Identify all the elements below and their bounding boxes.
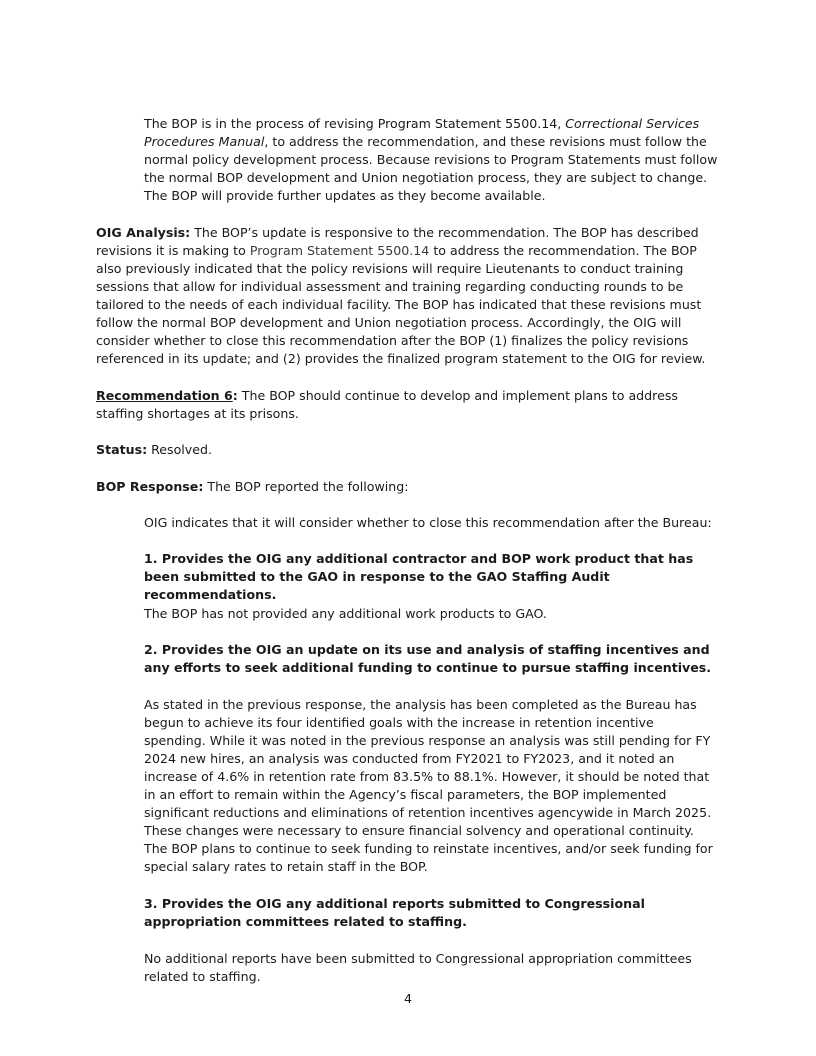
program-statement-link[interactable]: Program Statement 5500.14: [249, 243, 430, 258]
answer-3-paragraph: No additional reports have been submitted to Congressional appropriation committees related to staffing.: [144, 951, 692, 984]
recommendation-paragraph: Recommendation 6: The BOP should continue to develop and implement plans to address staffing shortages at its prisons.: [96, 388, 678, 421]
item-1-heading: 1. Provides the OIG any additional contractor and BOP work product that has been submitted to the GAO in response to the GAO Staffing Audit recommendations.: [144, 551, 694, 602]
bop-response-label: BOP Response:: [96, 479, 204, 494]
item-2-heading: 2. Provides the OIG an update on its use and analysis of staffing incentives and any efforts to seek additional funding to continue to pursue staffing incentives.: [144, 642, 712, 675]
recommendation-label: Recommendation 6: [96, 388, 233, 403]
oig-analysis-paragraph: OIG Analysis: The BOP’s update is responsive to the recommendation. The BOP has described revisions it is making to Program Statement 5500.14 to address the recommendation. The BOP also previously indicated that the policy revisions will require Lieutenants to conduct training sessions that allow for individual assessment and training regarding conducting rounds to be tailored to the needs of each individual facility. The BOP has indicated that these revisions must follow the normal BOP development and Union negotiation process. Accordingly, the OIG will consider whether to close this recommendation after the BOP (1) finalizes the policy revisions referenced in its update; and (2) provides the finalized program statement to the OIG for review.: [96, 225, 706, 366]
answer-2-paragraph: As stated in the previous response, the analysis has been completed as the Bureau has begun to achieve its four identified goals with the increase in retention incentive spending. While it was noted in the previous response an analysis was still pending for FY 2024 new hires, an analysis was conducted from FY2021 to FY2023, and it noted an increase of 4.6% in retention rate from 83.5% to 88.1%. However, it should be noted that in an effort to remain within the Agency’s fiscal parameters, the BOP implemented significant reductions and eliminations of retention incentives agencywide in March 2025. These changes were necessary to ensure financial solvency and operational continuity. The BOP plans to continue to seek funding to reinstate incentives, and/or seek funding for special salary rates to retain staff in the BOP.: [144, 697, 713, 874]
answer-1-paragraph: The BOP has not provided any additional work products to GAO.: [144, 606, 547, 621]
bop-response-paragraph: BOP Response: The BOP reported the following:: [96, 479, 409, 494]
oig-indicates-paragraph: OIG indicates that it will consider whether to close this recommendation after the Bureau:: [144, 515, 712, 530]
oig-analysis-label: OIG Analysis:: [96, 225, 191, 240]
manual-title: Correctional Services Procedures Manual: [144, 116, 700, 149]
status-paragraph: [96, 441, 718, 459]
status-label: Status:: [96, 442, 148, 457]
item-3-heading: 3. Provides the OIG any additional reports submitted to Congressional appropriation committees related to staffing.: [144, 896, 645, 929]
page-number: 4: [403, 991, 412, 1006]
status-value: Resolved.: [147, 442, 213, 457]
bop-revising-paragraph: The BOP is in the process of revising Program Statement 5500.14, Correctional Services Procedures Manual, to address the recommendation, and these revisions must follow the normal policy development process. Because revisions to Program Statements must follow the normal BOP development and Union negotiation process, they are subject to change. The BOP will provide further updates as they become available.: [144, 116, 718, 203]
